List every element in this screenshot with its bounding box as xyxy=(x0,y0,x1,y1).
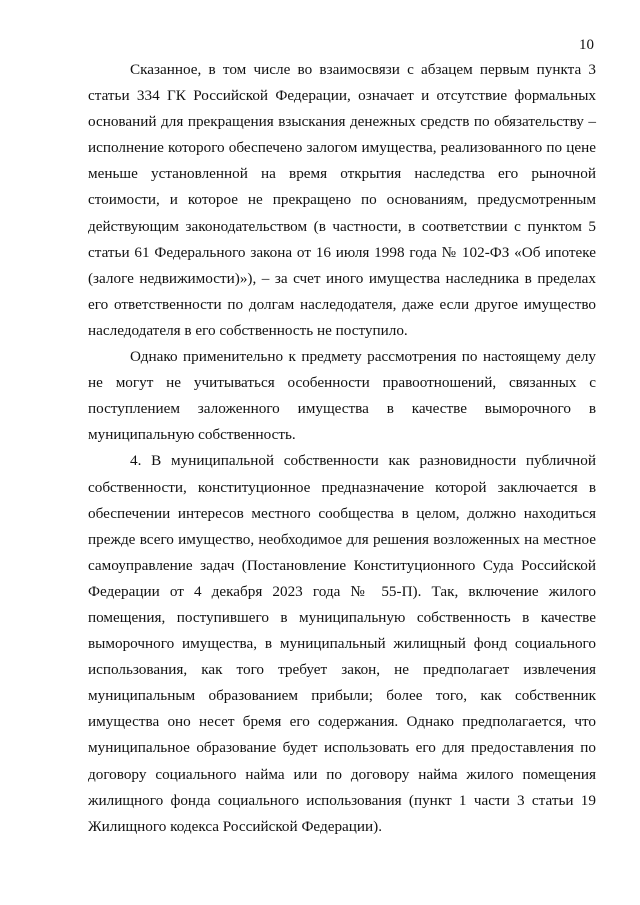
document-body xyxy=(88,57,596,840)
paragraph-pledge-obligation: Сказанное, в том числе во взаимосвязи с абзацем первым пункта 3 статьи 334 ГК Российской Федерации, означает и отсутствие формальных оснований для прекращения взыскания денежных средств по обязательству – исполнение которого обеспечено залогом имущества, реализованного по цене меньше установленной на время открытия наследства его рыночной стоимости, и которое не прекращено по основаниям, предусмотренным действующим законодательством (в частности, в соответствии с пунктом 5 статьи 61 Федерального закона от 16 июля 1998 года № 102-ФЗ «Об ипотеке (залоге недвижимости)»), – за счет иного имущества наследника в пределах его ответственности по долгам наследодателя, даже если другое имущество наследодателя в его собственность не поступило. xyxy=(88,61,596,339)
page-number: 10 xyxy=(579,37,594,53)
paragraph-municipal-property: 4. В муниципальной собственности как разновидности публичной собственности, конституционное предназначение которой заключается в обеспечении интересов местного сообщества в целом, должно находиться прежде всего имущество, необходимое для решения возложенных на местное самоуправление задач (Постановление Конституционного Суда Российской Федерации от 4 декабря 2023 года № 55-П). Так, включение жилого помещения, поступившего в муниципальную собственность в качестве выморочного имущества, в муниципальный жилищный фонд социального использования, как того требует закон, не предполагает извлечения муниципальным образованием прибыли; более того, как собственник имущества оно несет бремя его содержания. Однако предполагается, что муниципальное образование будет использовать его для предоставления по договору социального найма или по договору найма жилого помещения жилищного фонда социального использования (пункт 1 части 3 статьи 19 Жилищного кодекса Российской Федерации). xyxy=(88,452,596,835)
paragraph-escheat-property: Однако применительно к предмету рассмотрения по настоящему делу не могут не учитываться особенности правоотношений, связанных с поступлением заложенного имущества в качестве выморочного в муниципальную собственность. xyxy=(88,348,596,444)
